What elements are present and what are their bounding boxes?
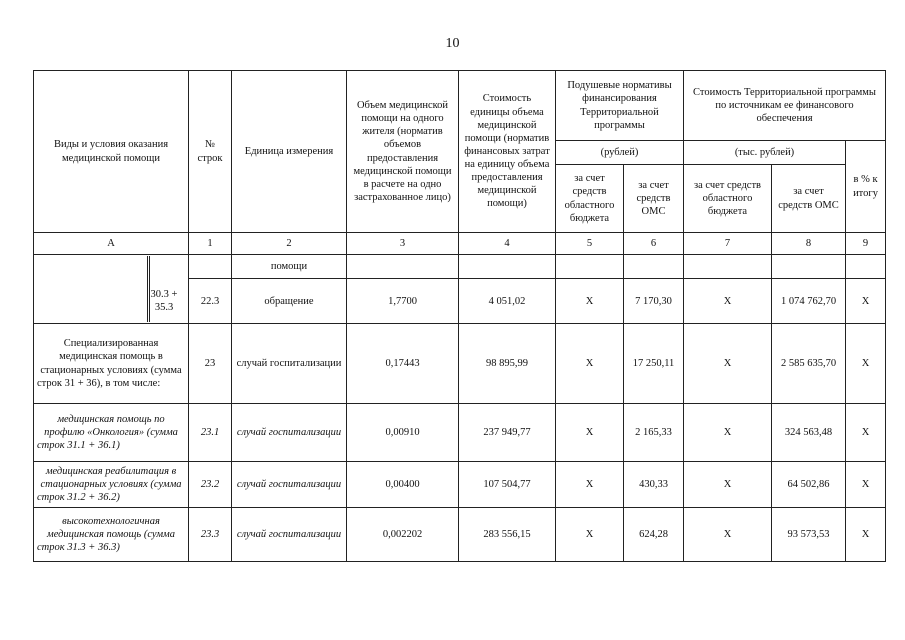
row-c9: Х xyxy=(846,324,886,404)
header-col-8: за счет средств ОМС xyxy=(772,165,846,233)
index-cell: 8 xyxy=(772,233,846,255)
row-c5: Х xyxy=(556,462,624,508)
header-col-7: за счет средств областного бюджета xyxy=(684,165,772,233)
row-unit: обращение xyxy=(232,279,347,324)
row-volume: 0,00910 xyxy=(347,404,459,462)
row-number: 22.3 xyxy=(189,279,232,324)
row-c8: 64 502,86 xyxy=(772,462,846,508)
table-row xyxy=(34,404,886,462)
row-subref: 30.3 + 35.3 xyxy=(150,289,178,314)
row-unit-cost: 237 949,77 xyxy=(459,404,556,462)
index-cell: 1 xyxy=(189,233,232,255)
row-c6: 2 165,33 xyxy=(624,404,684,462)
header-percent: в % к итогу xyxy=(846,141,886,233)
header-group-cost: Стоимость Территориальной программы по источникам ее финансового обеспечения xyxy=(684,71,886,141)
row-c8: 1 074 762,70 xyxy=(772,279,846,324)
table-row xyxy=(34,255,886,279)
table-row xyxy=(34,508,886,562)
row-c8: 93 573,53 xyxy=(772,508,846,562)
row-c7: Х xyxy=(684,279,772,324)
row-unit-cost: 4 051,02 xyxy=(459,279,556,324)
row-c8: 2 585 635,70 xyxy=(772,324,846,404)
row-unit-cost: 98 895,99 xyxy=(459,324,556,404)
row-c9: Х xyxy=(846,508,886,562)
index-cell: 6 xyxy=(624,233,684,255)
row-c6: 624,28 xyxy=(624,508,684,562)
page-number: 10 xyxy=(445,36,460,51)
row-c7: Х xyxy=(684,404,772,462)
row-c9: Х xyxy=(846,462,886,508)
row-c5: Х xyxy=(556,508,624,562)
table-row xyxy=(34,462,886,508)
row-unit: случай госпитализации xyxy=(232,462,347,508)
header-col-2: Единица измерения xyxy=(232,71,347,233)
header-col-4: Стоимость единицы объема медицинской помощи (норматив финансовых затрат на единицу объема предоставления медицинской помощи) xyxy=(459,71,556,233)
index-cell: А xyxy=(34,233,189,255)
row-number: 23.2 xyxy=(189,462,232,508)
header-col-6: за счет средств ОМС xyxy=(624,165,684,233)
index-row xyxy=(34,233,886,255)
row-c5: Х xyxy=(556,279,624,324)
row-number: 23.1 xyxy=(189,404,232,462)
row-name: медицинская реабилитация в стационарных условиях (сумма строк 31.2 + 36.2) xyxy=(34,462,189,508)
row-number: 23.3 xyxy=(189,508,232,562)
index-cell: 4 xyxy=(459,233,556,255)
row-unit: случай госпитализации xyxy=(232,324,347,404)
index-cell: 3 xyxy=(347,233,459,255)
row-c5: Х xyxy=(556,324,624,404)
header-col-5: за счет средств областного бюджета xyxy=(556,165,624,233)
table-row xyxy=(34,324,886,404)
funding-table xyxy=(33,70,886,562)
row-c6: 430,33 xyxy=(624,462,684,508)
row-c6: 7 170,30 xyxy=(624,279,684,324)
row-c8: 324 563,48 xyxy=(772,404,846,462)
index-cell: 5 xyxy=(556,233,624,255)
header-col-1: № строк xyxy=(189,71,232,233)
row-number: 23 xyxy=(189,324,232,404)
row-c7: Х xyxy=(684,462,772,508)
row-unit: случай госпитализации xyxy=(232,508,347,562)
header-col-3: Объем медицинской помощи на одного жителя (норматив объемов предоставления медицинской помощи в расчете на одно застрахованное лицо) xyxy=(347,71,459,233)
row-unit: случай госпитализации xyxy=(232,404,347,462)
header-group-per-capita: Подушевые нормативы финансирования Территориальной программы xyxy=(556,71,684,141)
row-unit-cost: 283 556,15 xyxy=(459,508,556,562)
index-cell: 9 xyxy=(846,233,886,255)
row-c7: Х xyxy=(684,324,772,404)
row-volume: 0,002202 xyxy=(347,508,459,562)
row-c9: Х xyxy=(846,404,886,462)
index-cell: 7 xyxy=(684,233,772,255)
row-unit-cost: 107 504,77 xyxy=(459,462,556,508)
row-volume: 0,00400 xyxy=(347,462,459,508)
index-cell: 2 xyxy=(232,233,347,255)
row-name: высокотехнологичная медицинская помощь (сумма строк 31.3 + 36.3) xyxy=(34,508,189,562)
header-unit-rub: (рублей) xyxy=(556,141,684,165)
row-unit: помощи xyxy=(232,255,347,279)
row-volume: 1,7700 xyxy=(347,279,459,324)
header-unit-thousand-rub: (тыс. рублей) xyxy=(684,141,846,165)
row-c5: Х xyxy=(556,404,624,462)
row-c7: Х xyxy=(684,508,772,562)
row-c9: Х xyxy=(846,279,886,324)
row-c6: 17 250,11 xyxy=(624,324,684,404)
row-name: медицинская помощь по профилю «Онкология» (сумма строк 31.1 + 36.1) xyxy=(34,404,189,462)
row-name: Специализированная медицинская помощь в стационарных условиях (сумма строк 31 + 36), в том числе: xyxy=(34,324,189,404)
header-col-a: Виды и условия оказания медицинской помощи xyxy=(34,71,189,233)
row-volume: 0,17443 xyxy=(347,324,459,404)
